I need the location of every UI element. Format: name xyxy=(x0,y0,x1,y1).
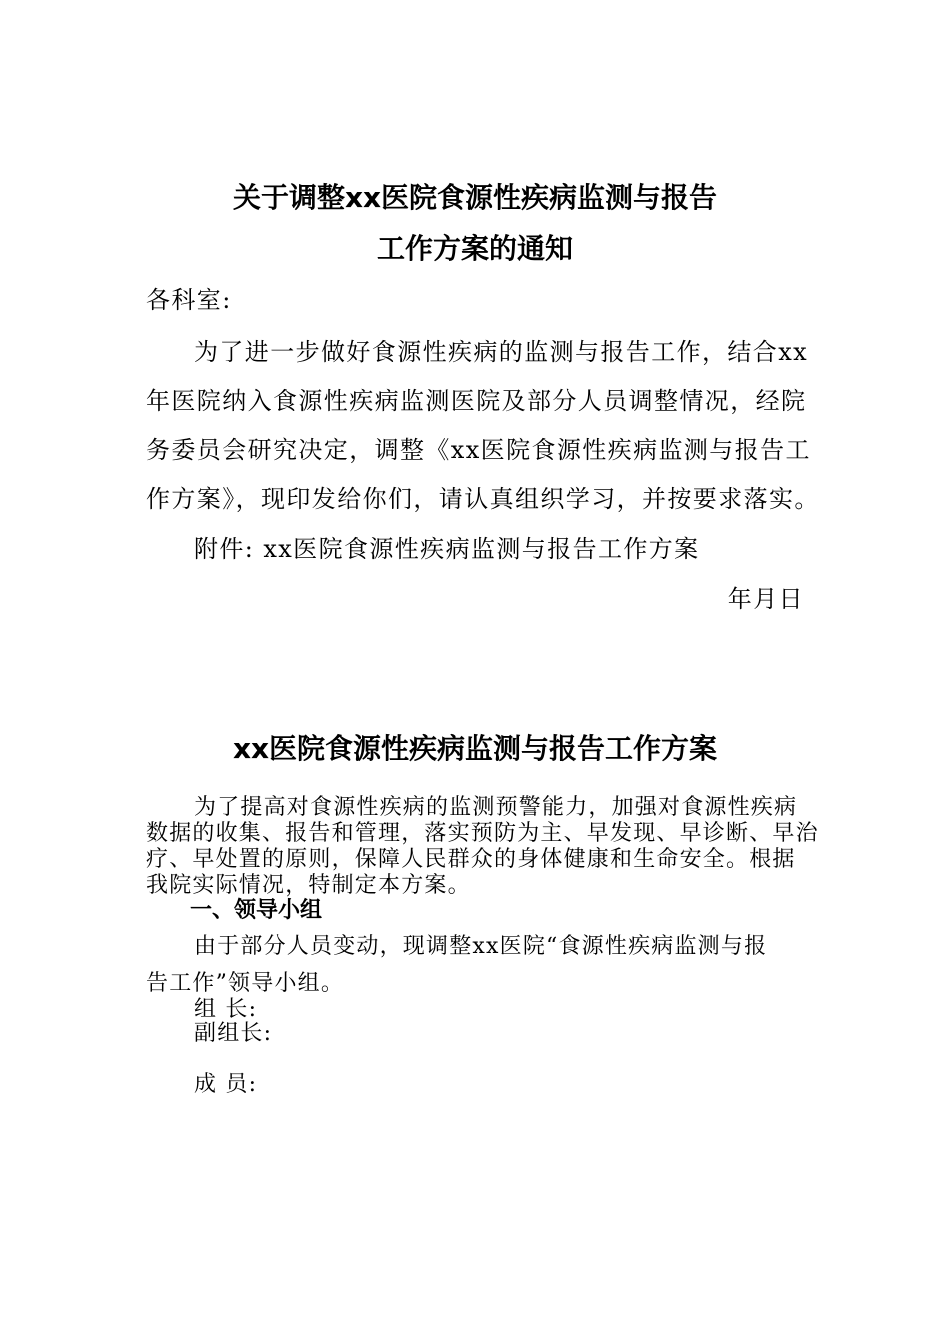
notice-paragraph-line: 作方案》，现印发给你们，请认真组织学习，并按要求落实。 xyxy=(146,485,820,513)
notice-title-line-2: 工作方案的通知 xyxy=(376,232,573,265)
notice-attachment: 附件: xx医院食源性疾病监测与报告工作方案 xyxy=(194,535,700,563)
section1-paragraph-line: 由于部分人员变动，现调整xx医院“食源性疾病监测与报 xyxy=(194,934,768,959)
notice-salutation: 各科室: xyxy=(146,286,232,314)
section1-paragraph-line: 告工作”领导小组。 xyxy=(146,971,345,996)
notice-paragraph-line: 年医院纳入食源性疾病监测医院及部分人员调整情况，经院 xyxy=(146,387,807,415)
deputy-leader-label: 副组长: xyxy=(194,1021,273,1046)
members-label: 成 员: xyxy=(194,1072,258,1097)
plan-title: xx医院食源性疾病监测与报告工作方案 xyxy=(232,732,718,765)
notice-paragraph-line: 务委员会研究决定，调整《xx医院食源性疾病监测与报告工 xyxy=(146,436,811,464)
leader-label: 组 长: xyxy=(194,997,258,1022)
notice-paragraph-line: 为了进一步做好食源性疾病的监测与报告工作，结合xx xyxy=(194,338,809,366)
plan-intro-line: 数据的收集、报告和管理，落实预防为主、早发现、早诊断、早治 xyxy=(146,821,819,846)
plan-intro-line: 疗、早处置的原则，保障人民群众的身体健康和生命安全。根据 xyxy=(146,847,796,872)
plan-intro-line: 为了提高对食源性疾病的监测预警能力，加强对食源性疾病 xyxy=(194,795,798,820)
notice-date: 年月日 xyxy=(727,585,804,613)
section-heading-leadership: 一、领导小组 xyxy=(190,898,323,923)
notice-title-line-1: 关于调整xx医院食源性疾病监测与报告 xyxy=(232,181,718,214)
plan-intro-line: 我院实际情况，特制定本方案。 xyxy=(146,873,471,898)
